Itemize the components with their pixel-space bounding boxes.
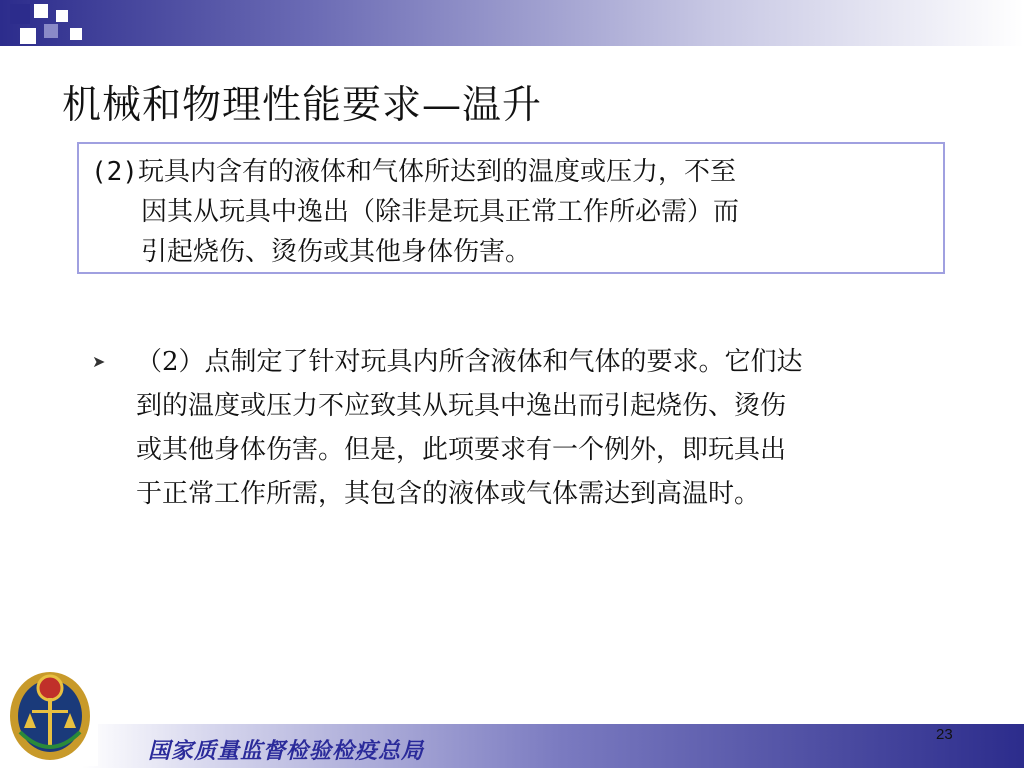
footer-organization: 国家质量监督检验检疫总局 [148, 738, 425, 764]
national-emblem-icon [2, 662, 98, 766]
page-number: 23 [936, 726, 953, 743]
bullet-list [92, 340, 952, 516]
header-band [0, 0, 1024, 46]
quote-line: 因其从玩具中逸出（除非是玩具正常工作所必需）而 [141, 197, 740, 227]
bullet-line: 于正常工作所需，其包含的液体或气体需达到高温时。 [136, 479, 761, 509]
quote-box [77, 142, 945, 274]
bullet-line: 或其他身体伤害。但是，此项要求有一个例外，即玩具出 [136, 435, 787, 465]
quote-line: (2)玩具内含有的液体和气体所达到的温度或压力，不至 [91, 157, 736, 187]
bullet-line: 到的温度或压力不应致其从玩具中逸出而引起烧伤、烫伤 [136, 391, 787, 421]
quote-line: 引起烧伤、烫伤或其他身体伤害。 [141, 237, 532, 267]
arrow-bullet-icon: ➤ [92, 352, 106, 371]
bullet-line: （2）点制定了针对玩具内所含液体和气体的要求。它们达 [136, 347, 803, 377]
bullet-item [92, 340, 952, 516]
slide-title: 机械和物理性能要求—温升 [62, 83, 543, 128]
